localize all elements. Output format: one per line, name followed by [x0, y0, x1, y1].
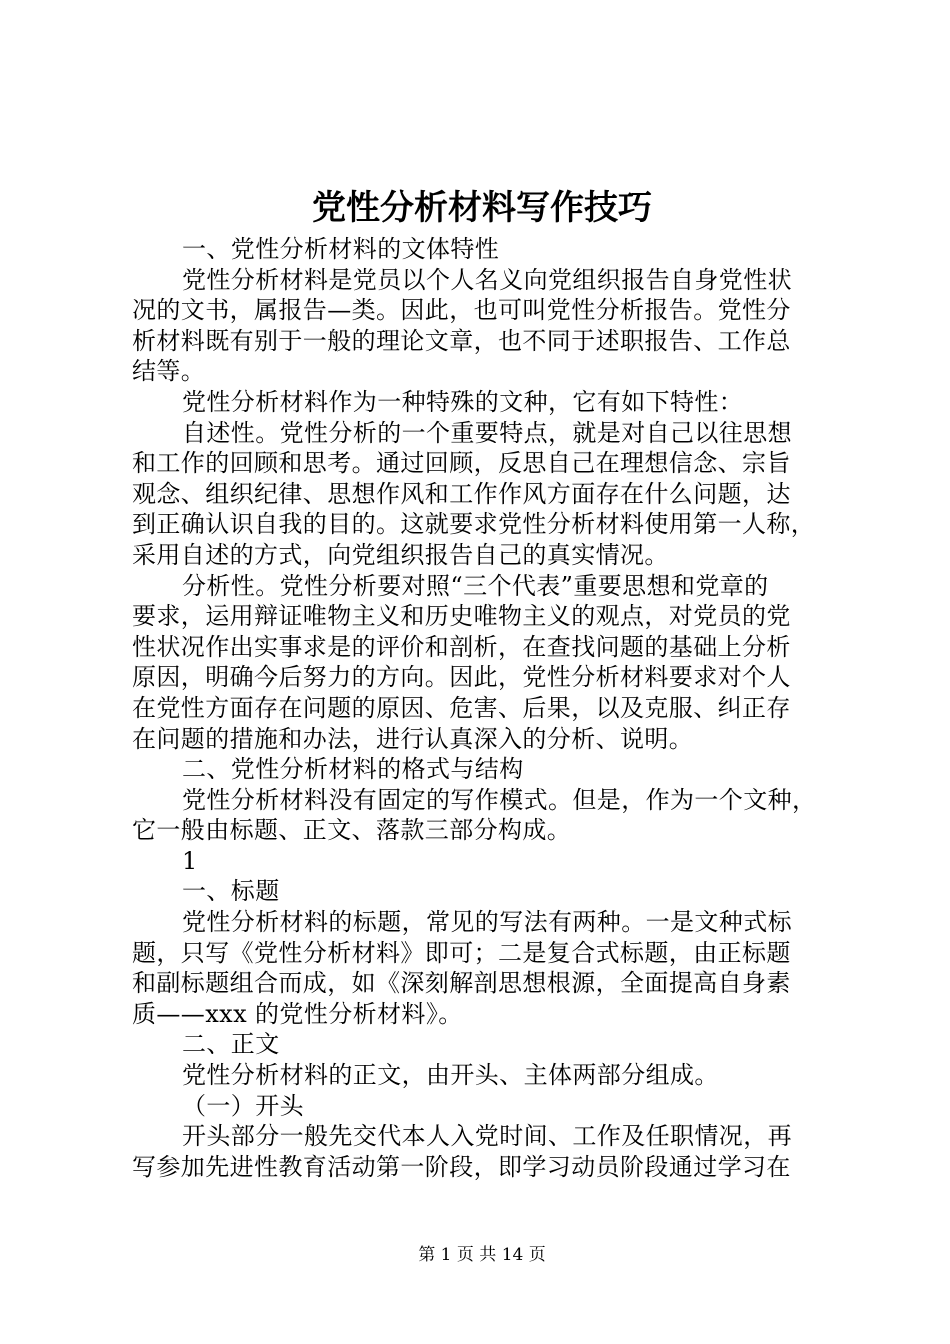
- text-line: 况的文书，属报告—类。因此，也可叫党性分析报告。党性分: [132, 296, 791, 325]
- text-line: 党性分析材料是党员以个人名义向党组织报告自身党性状: [182, 265, 792, 294]
- text-line: 一、标题: [182, 877, 280, 906]
- text-line: 在问题的措施和办法，进行认真深入的分析、说明。: [132, 724, 694, 753]
- page-footer: 第 1 页 共 14 页: [418, 1245, 546, 1265]
- text-line: 党性分析材料没有固定的写作模式。但是，作为一个文种，: [182, 785, 817, 814]
- text-line: 党性分析材料作为一种特殊的文种，它有如下特性：: [182, 387, 744, 416]
- text-line: 写参加先进性教育活动第一阶段，即学习动员阶段通过学习在: [132, 1152, 791, 1181]
- text-line: 析材料既有别于一般的理论文章，也不同于述职报告、工作总: [132, 326, 791, 355]
- text-line: 观念、组织纪律、思想作风和工作作风方面存在什么问题，达: [132, 479, 791, 508]
- text-line: 采用自述的方式，向党组织报告自己的真实情况。: [132, 540, 669, 569]
- text-line: 和副标题组合而成，如《深刻解剖思想根源，全面提高自身素: [132, 969, 791, 998]
- text-line: 党性分析材料的正文，由开头、主体两部分组成。: [182, 1061, 719, 1090]
- text-line: 题，只写《党性分析材料》即可；二是复合式标题，由正标题: [132, 938, 791, 967]
- text-line: 分析性。党性分析要对照“三个代表”重要思想和党章的: [182, 571, 769, 600]
- text-line: 和工作的回顾和思考。通过回顾，反思自己在理想信念、宗旨: [132, 449, 791, 478]
- text-line: 原因，明确今后努力的方向。因此，党性分析材料要求对个人: [132, 663, 791, 692]
- text-line: 1: [182, 846, 198, 875]
- text-line: 二、党性分析材料的格式与结构: [182, 755, 524, 784]
- text-line: （一）开头: [182, 1091, 304, 1120]
- text-line: 自述性。党性分析的一个重要特点，就是对自己以往思想: [182, 418, 792, 447]
- document-page: [132, 0, 832, 1344]
- text-line: 它一般由标题、正文、落款三部分构成。: [132, 816, 572, 845]
- text-line: 党性分析材料的标题，常见的写法有两种。一是文种式标: [182, 908, 792, 937]
- text-line: 要求，运用辩证唯物主义和历史唯物主义的观点，对党员的党: [132, 602, 791, 631]
- text-line: 到正确认识自我的目的。这就要求党性分析材料使用第一人称，: [132, 510, 816, 539]
- text-line: 开头部分一般先交代本人入党时间、工作及任职情况，再: [182, 1122, 792, 1151]
- text-line: 结等。: [132, 357, 206, 386]
- text-line: 在党性方面存在问题的原因、危害、后果，以及克服、纠正存: [132, 693, 791, 722]
- document-title: 党性分析材料写作技巧: [312, 188, 652, 228]
- document-body: [132, 234, 832, 1182]
- text-line: 一、党性分析材料的文体特性: [182, 235, 500, 263]
- text-line: 质——xxx 的党性分析材料》。: [132, 999, 463, 1028]
- text-line: 性状况作出实事求是的评价和剖析，在查找问题的基础上分析: [132, 632, 791, 661]
- text-line: 二、正文: [182, 1030, 280, 1059]
